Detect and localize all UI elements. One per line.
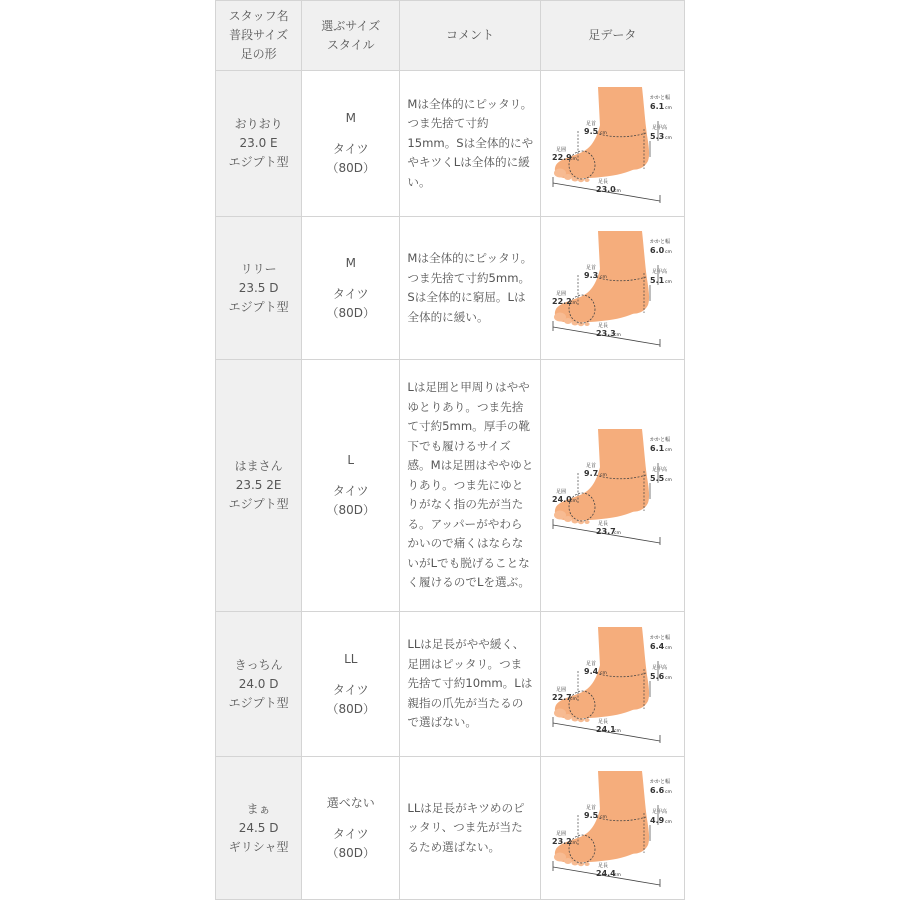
staff-size-table <box>215 0 685 900</box>
girth-value: 22.2 <box>552 297 573 306</box>
comment-cell <box>400 757 540 900</box>
table-row <box>216 217 685 360</box>
table-row <box>216 757 685 900</box>
instep-label: 足甲高 <box>652 269 668 275</box>
heel-unit: cm <box>665 105 673 111</box>
ankle-value: 9.7 <box>584 468 599 478</box>
heel-value: 6.1 <box>650 101 665 111</box>
style-info: タイツ （80D） <box>326 682 376 716</box>
instep-unit: cm <box>665 676 673 681</box>
length-label: 足長 <box>598 520 609 527</box>
foot-data-cell <box>540 217 684 360</box>
comment-cell <box>400 360 540 612</box>
instep-value: 4.9 <box>650 816 665 825</box>
size-cell <box>302 217 400 360</box>
girth-label: 足囲 <box>556 291 567 297</box>
chosen-size: M <box>345 111 356 125</box>
heel-unit: cm <box>665 646 673 651</box>
heel-unit: cm <box>665 790 673 795</box>
girth-label: 足囲 <box>556 488 567 495</box>
instep-unit: cm <box>665 820 673 825</box>
table-row <box>216 360 685 612</box>
toe-shape <box>578 718 584 722</box>
instep-unit: cm <box>665 280 673 285</box>
ankle-label: 足首 <box>586 661 597 667</box>
length-label: 足長 <box>598 719 609 725</box>
instep-value: 5.6 <box>650 672 665 681</box>
ankle-unit: cm <box>600 815 608 820</box>
table-header-row <box>216 1 685 71</box>
instep-label: 足甲高 <box>652 665 668 671</box>
girth-value: 24.0 <box>552 494 573 504</box>
comment-cell <box>400 217 540 360</box>
comment-text: Lは足囲と甲周りはややゆとりあり。つま先捨て寸約5mm。厚手の靴下でも履けるサイズ感。Mは足囲はややゆとりあり。つま先にゆとりがなく指の先が当たる。アッパーがやわらかいので痛くはならないがLでも脱げることなく履けるのでLを選ぶ。 <box>407 380 534 590</box>
heel-value: 6.0 <box>650 246 665 255</box>
header-size: 選ぶサイズ スタイル <box>302 1 400 71</box>
comment-cell <box>400 71 540 217</box>
instep-value: 5.5 <box>650 473 665 483</box>
length-unit: cm <box>614 729 622 734</box>
style-info: タイツ （80D） <box>326 826 376 860</box>
heel-label: かかと幅 <box>650 94 671 101</box>
heel-value: 6.4 <box>650 642 665 651</box>
staff-info: きっちん 24.0 D エジプト型 <box>228 657 289 710</box>
ankle-value: 9.4 <box>584 667 599 676</box>
toe-shape <box>564 174 572 180</box>
chosen-size: 選べない <box>326 795 375 810</box>
staff-cell <box>216 217 302 360</box>
ankle-label: 足首 <box>586 265 597 271</box>
ankle-unit: cm <box>600 671 608 676</box>
length-unit: cm <box>614 333 622 338</box>
staff-info: リリー 23.5 D エジプト型 <box>228 261 289 314</box>
ankle-value: 9.3 <box>584 271 599 280</box>
chosen-size: LL <box>344 651 358 666</box>
foot-illustration <box>550 769 674 887</box>
toe-shape <box>564 714 572 720</box>
length-label: 足長 <box>598 863 609 869</box>
foot-data-cell <box>540 360 684 612</box>
toe-shape <box>578 862 584 866</box>
table-row <box>216 612 685 757</box>
girth-value: 23.2 <box>552 837 573 846</box>
ankle-value: 9.5 <box>584 126 599 136</box>
style-info: タイツ （80D） <box>326 484 376 517</box>
girth-value: 22.7 <box>552 693 573 702</box>
comment-text: LLは足長がやや緩く、足囲はピッタリ。つま先捨て寸約10mm。Lは親指の爪先が当たるので選ばない。 <box>407 637 533 730</box>
ankle-label: 足首 <box>586 462 597 469</box>
girth-unit: cm <box>570 498 578 504</box>
length-unit: cm <box>614 530 622 536</box>
girth-value: 22.9 <box>552 152 573 162</box>
foot-illustration <box>550 85 674 203</box>
size-cell <box>302 71 400 217</box>
staff-cell <box>216 757 302 900</box>
girth-label: 足囲 <box>556 687 567 693</box>
instep-label: 足甲高 <box>652 809 668 815</box>
heel-value: 6.6 <box>650 786 665 795</box>
foot-illustration <box>550 229 674 347</box>
toe-shape <box>564 318 572 324</box>
foot-illustration <box>550 625 674 743</box>
length-label: 足長 <box>598 323 609 329</box>
ankle-label: 足首 <box>586 805 597 811</box>
comment-cell <box>400 612 540 757</box>
girth-unit: cm <box>570 156 578 162</box>
length-value: 23.0 <box>596 184 617 194</box>
length-value: 23.7 <box>596 526 617 536</box>
instep-label: 足甲高 <box>652 466 668 473</box>
foot-illustration <box>550 427 674 545</box>
instep-value: 5.1 <box>650 276 665 285</box>
foot-data-cell <box>540 757 684 900</box>
toe-shape <box>564 516 572 522</box>
header-foot-data: 足データ <box>540 1 684 71</box>
comment-text: Mは全体的にピッタリ。つま先捨て寸約15mm。Sは全体的にややキツくLは全体的に緩い。 <box>407 96 534 189</box>
length-label: 足長 <box>598 178 609 185</box>
heel-label: かかと幅 <box>650 239 671 245</box>
toe-shape <box>578 177 584 181</box>
staff-cell <box>216 612 302 757</box>
girth-unit: cm <box>570 301 578 306</box>
staff-cell <box>216 71 302 217</box>
instep-unit: cm <box>665 477 673 483</box>
heel-label: かかと幅 <box>650 436 671 443</box>
instep-value: 5.3 <box>650 131 665 141</box>
style-info: タイツ （80D） <box>326 142 376 175</box>
toe-shape <box>578 519 584 523</box>
heel-unit: cm <box>665 447 673 453</box>
length-unit: cm <box>614 188 622 194</box>
foot-data-cell <box>540 612 684 757</box>
length-value: 24.1 <box>596 725 617 734</box>
toe-shape <box>578 322 584 326</box>
style-info: タイツ （80D） <box>326 286 376 320</box>
foot-data-cell <box>540 71 684 217</box>
ankle-unit: cm <box>600 275 608 280</box>
ankle-label: 足首 <box>586 120 597 127</box>
comment-text: Mは全体的にピッタリ。つま先捨て寸約5mm。Sは全体的に窮屈。Lは全体的に緩い。 <box>407 251 533 324</box>
comment-text: LLは足長がキツめのピッタリ、つま先が当たるため選ばない。 <box>407 800 525 854</box>
length-value: 24.4 <box>596 869 617 878</box>
heel-label: かかと幅 <box>650 635 671 641</box>
staff-cell <box>216 360 302 612</box>
staff-info: はまさん 23.5 2E エジプト型 <box>228 459 289 511</box>
header-comment: コメント <box>400 1 540 71</box>
instep-label: 足甲高 <box>652 124 668 131</box>
chosen-size: L <box>347 453 355 467</box>
size-cell <box>302 757 400 900</box>
staff-info: まぁ 24.5 D ギリシャ型 <box>228 801 289 854</box>
heel-label: かかと幅 <box>650 779 671 785</box>
toe-shape <box>564 858 572 864</box>
heel-unit: cm <box>665 250 673 255</box>
ankle-unit: cm <box>600 472 608 478</box>
chosen-size: M <box>345 255 356 270</box>
length-value: 23.3 <box>596 329 617 338</box>
heel-value: 6.1 <box>650 443 665 453</box>
table-row <box>216 71 685 217</box>
girth-unit: cm <box>570 697 578 702</box>
ankle-value: 9.5 <box>584 811 599 820</box>
header-staff: スタッフ名 普段サイズ 足の形 <box>216 1 302 71</box>
staff-info: おりおり 23.0 E エジプト型 <box>228 117 289 169</box>
instep-unit: cm <box>665 135 673 141</box>
size-cell <box>302 612 400 757</box>
girth-label: 足囲 <box>556 831 567 837</box>
length-unit: cm <box>614 873 622 878</box>
girth-unit: cm <box>570 841 578 846</box>
size-cell <box>302 360 400 612</box>
ankle-unit: cm <box>600 130 608 136</box>
girth-label: 足囲 <box>556 146 567 153</box>
